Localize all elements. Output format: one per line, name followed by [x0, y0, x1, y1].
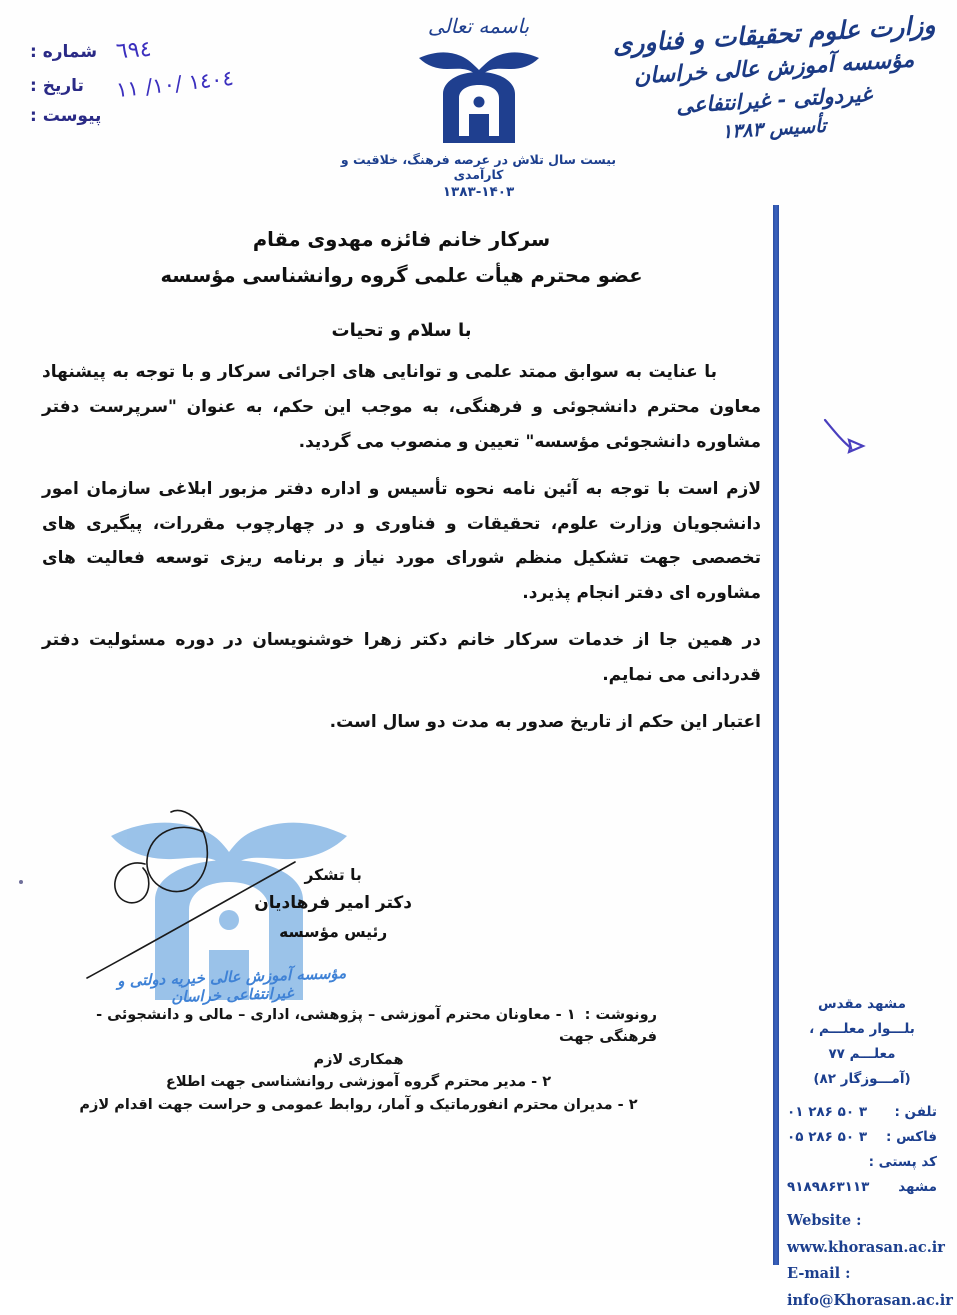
footer-spacer-1 — [787, 1092, 937, 1100]
ministry-name: وزارت علوم تحقیقات و فناوری — [611, 10, 937, 59]
footer-website-label: Website : — [787, 1211, 862, 1229]
vertical-divider — [773, 205, 779, 1265]
recipient-title: عضو محترم هیأت علمی گروه روانشناسی مؤسسه — [160, 264, 643, 288]
greeting-text: با سلام و تحیات — [331, 320, 472, 342]
cc-item-1-continuation: همکاری لازم — [313, 1051, 404, 1068]
footer-email-label: E-mail : — [787, 1265, 851, 1283]
handwritten-check-mark-icon — [819, 412, 879, 462]
letterhead-fields — [30, 38, 257, 140]
signature-thanks: با تشکر — [304, 866, 362, 884]
paragraph-2: لازم است با توجه به آئین نامه نحوه تأسیس و اداره دفتر مزبور ابلاغی سازمان امور دانشجویان وزارت علوم، تحقیقات و فناوری و در چهارچوب مقررات، پیگیری های تخصصی جهت تشکیل منظم شورای مورد نیاز و برنامه ریزی توسعه فعالیت های مشاوره ای دفتر انجام پذیرد. — [42, 478, 761, 604]
cc-item-2: ۲ - مدیر محترم گروه آموزشی روانشناسی جهت اطلاع — [165, 1074, 552, 1091]
footer-postal-row — [787, 1175, 937, 1200]
footer-phone-row — [787, 1100, 937, 1125]
footer-phone-value: ۳ ۵۰ ۲۸۶ ۰۱ — [787, 1103, 868, 1120]
stray-ink-dot — [19, 880, 23, 884]
footer-spacer-2 — [787, 1200, 937, 1208]
organization-header — [609, 10, 939, 146]
carbon-copy-block — [60, 1004, 657, 1116]
recipient-name: سرکار خانم فائزه مهدوی مقام — [252, 228, 551, 251]
footer-postal-label: کد پستی : — [868, 1153, 937, 1170]
letter-body — [42, 222, 761, 752]
paragraph-3: در همین جا از خدمات سرکار خانم دکتر زهرا خوشنویسان در دوره مسئولیت دفتر قدردانی می نمایم. — [42, 630, 761, 685]
footer-postal-value: ۹۱۸۹۸۶۳۱۱۳ — [787, 1178, 870, 1195]
field-row-date — [30, 65, 257, 106]
paragraph-4: اعتبار این حکم از تاریخ صدور به مدت دو سال است. — [329, 711, 761, 732]
field-row-attachment — [30, 106, 257, 140]
date-label: تاریخ : — [30, 76, 84, 96]
slogan-line-1: بیست سال تلاش در عرصه فرهنگ، خلاقیت و کارآمدی — [340, 152, 617, 182]
footer-postal-city: مشهد — [898, 1178, 937, 1195]
footer-address-line-2: (آمـــوزگار ۸۲) — [813, 1070, 911, 1087]
footer-fax-label: فاکس : — [886, 1128, 937, 1145]
date-value: ١٤٠٤ /١٠/ ١١ — [115, 65, 235, 103]
logo-block — [329, 14, 629, 200]
institution-type: غیردولتی - غیرانتفاعی — [675, 81, 873, 118]
cc-item-3: ۲ - مدیران محترم انفورماتیک و آمار، روابط عمومی و حراست جهت اقدام لازم — [79, 1096, 638, 1113]
slogan-line-2: ۱۳۸۳-۱۴۰۳ — [442, 184, 515, 200]
recipient-block — [42, 222, 761, 294]
paragraph-1: با عنایت به سوابق ممتد علمی و توانایی های اجرائی سرکار و با توجه به پیشنهاد معاون محترم دانشجوئی و فرهنگی، به موجب این حکم، به عنوان "سرپرست دفتر مشاوره دانشجوئی مؤسسه" تعیین و منصوب می گردید. — [42, 362, 761, 452]
number-label: شماره : — [30, 42, 98, 62]
signature-block — [254, 862, 412, 946]
footer-phone-label: تلفن : — [894, 1103, 937, 1120]
footer-fax-value: ۳ ۵۰ ۲۸۶ ۰۵ — [787, 1128, 868, 1145]
signatory-title: رئیس مؤسسه — [279, 922, 388, 941]
stamp-caption-text: مؤسسه آموزش عالی خیریه دولتی و غیرانتفاعی خراسان — [116, 964, 347, 1007]
foundation-year: تأسیس ۱۳۸۳ — [721, 114, 827, 144]
footer-website-value[interactable]: www.khorasan.ac.ir — [787, 1238, 945, 1256]
cc-label: رونوشت : — [584, 1007, 657, 1023]
footer-email-value[interactable]: info@Khorasan.ac.ir — [787, 1292, 953, 1310]
institution-name: مؤسسه آموزش عالی خراسان — [633, 46, 915, 90]
footer-address-line-1: بلـــوار معلـــم ، معلـــم ۷۷ — [809, 1020, 915, 1062]
footer-fax-row — [787, 1125, 937, 1150]
basmala-text: باسمه تعالی — [427, 14, 530, 38]
cc-item-1: ۱ - معاونان محترم آموزشی – پژوهشی، اداری – مالی و دانشجوئی - فرهنگی جهت — [96, 1007, 657, 1046]
footer-city: مشهد مقدس — [817, 996, 906, 1012]
signatory-name: دکتر امیر فرهادیان — [254, 893, 412, 914]
footer-contact-block — [787, 992, 953, 1315]
cc-first-line — [60, 1004, 657, 1049]
attachment-label: پیوست : — [30, 106, 102, 126]
number-value: ٦٩٤ — [115, 36, 153, 65]
institution-crest-icon — [413, 36, 545, 144]
